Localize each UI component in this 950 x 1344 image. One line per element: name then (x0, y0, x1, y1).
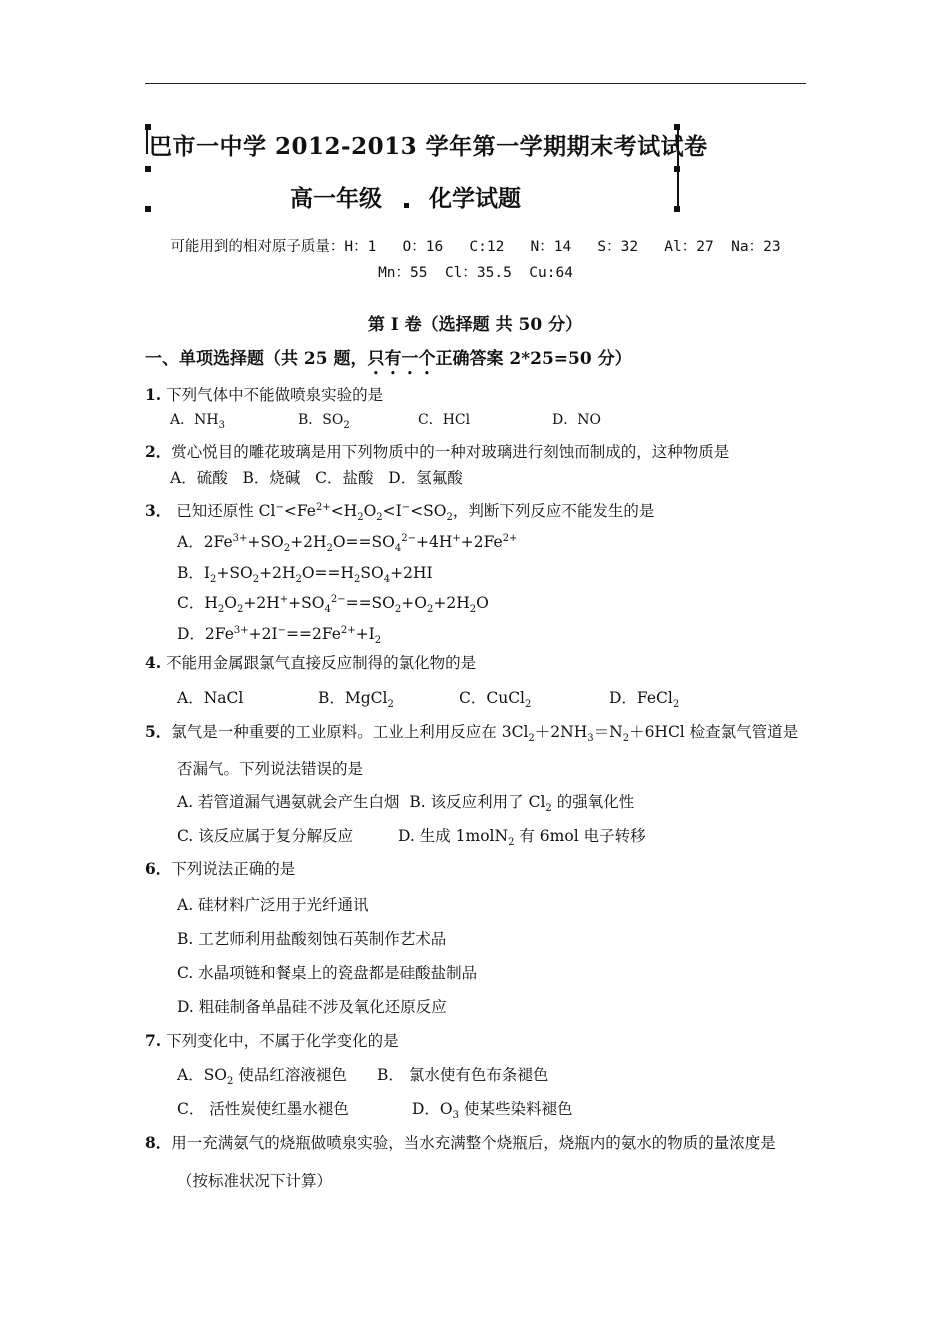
question-6-option-d: D. 粗硅制备单晶硅不涉及氧化还原反应 (177, 998, 447, 1016)
option-text: D．2Fe (177, 625, 234, 643)
option-a: A．NaCl (177, 689, 244, 707)
question-text: <Fe (283, 502, 316, 520)
atomic-mass-line-1: 可能用到的相对原子质量：H：1 O：16 C:12 N：14 S：32 Al：27 Na：23 (170, 239, 781, 255)
option-b (298, 409, 418, 429)
question-6-option-a: A. 硅材料广泛用于光纤通讯 (177, 896, 369, 914)
question-6-option-b: B. 工艺师利用盐酸刻蚀石英制作艺术品 (177, 930, 447, 948)
frame-corner (145, 206, 151, 212)
question-7-options-ab (177, 1063, 549, 1088)
grade-label: 高一年级 (290, 185, 382, 212)
question-3-option-c: C．$H_2O_2+2H^++SO_4^{2-}==SO_2+O_2+2H_2O$ (177, 593, 489, 616)
exam-title: 巴市一中学 2012-2013 学年第一学期期末考试试卷 (149, 133, 708, 160)
option-a (170, 409, 298, 429)
question-text: <SO (410, 502, 447, 520)
question-7-options-cd: C． 活性炭使红墨水褪色 D．$O_3$ 使某些染料褪色 (177, 1097, 572, 1119)
option-b-text: B．MgCl (318, 689, 388, 707)
option-a-text: A．SO (177, 1066, 228, 1084)
option-d-cont: 有 6mol 电子转移 (514, 827, 646, 845)
question-1-stem (145, 383, 383, 405)
question-text: 不能用金属跟氯气直接反应制得的氯化物的是 (161, 654, 477, 672)
section-title (145, 344, 632, 379)
question-2-options: A．硫酸 B．烧碱 C．盐酸 D．氢氟酸 (170, 469, 463, 487)
question-3-option-b: B．$I_2+SO_2+2H_2O==H_2SO_4+2HI$ (177, 564, 433, 586)
question-8-stem (145, 1131, 776, 1153)
question-text: 下列变化中，不属于化学变化的是 (161, 1032, 399, 1050)
question-number: 6． (145, 859, 172, 878)
section-title-part: 正确答案 2*25=50 分） (435, 349, 632, 369)
question-number: 1. (145, 385, 162, 404)
option-b-cont: 的强氧化性 (551, 793, 635, 811)
question-2-stem (145, 440, 729, 462)
option-a-cont: 使品红溶液褪色 (233, 1066, 347, 1084)
question-number: 7. (145, 1031, 162, 1050)
question-text: ＋2NH (534, 723, 588, 741)
volume-title: 第 I 卷（选择题 共 50 分） (367, 315, 583, 335)
question-text: ＋6HCl 检查氯气管道是 (629, 723, 799, 741)
option-a-text: A．NH (170, 412, 219, 428)
option-d-cont: 使某些染料褪色 (459, 1100, 573, 1118)
question-5-stem: 5．氯气是一种重要的工业原料。工业上利用反应在 $3Cl_2+2NH_3=N_2+6HCl$ 检查氯气管道是 (145, 722, 799, 745)
subscript: 2 (446, 512, 453, 524)
question-text: ，判断下列反应不能发生的是 (452, 502, 655, 520)
question-7-stem (145, 1029, 399, 1051)
question-text: 已知还原性 Cl (171, 502, 276, 520)
question-text: <I (382, 502, 402, 520)
question-text: O (363, 502, 377, 520)
question-number: 8． (145, 1133, 172, 1152)
bullet-mark (404, 203, 409, 208)
question-text: 下列说法正确的是 (171, 860, 296, 878)
superscript: − (275, 501, 284, 513)
superscript: − (401, 501, 411, 513)
question-4-options (177, 686, 680, 711)
option-b: B. 该反应利用了 Cl (409, 793, 546, 811)
question-number: 4. (145, 653, 162, 672)
question-3-stem (145, 499, 655, 524)
subscript: 3 (218, 419, 225, 431)
option-a: A．$SO_2$ 使品红溶液褪色 (177, 1066, 347, 1088)
option-d-text: D．FeCl (609, 689, 673, 707)
question-text: <H (330, 502, 358, 520)
question-number: 5． (145, 722, 172, 741)
frame-corner (674, 166, 680, 172)
superscript: 2+ (315, 501, 331, 513)
question-4-stem (145, 651, 476, 673)
option-c: C．HCl (418, 412, 471, 428)
option-c: C. 该反应属于复分解反应 (177, 827, 354, 845)
option-c-text: C．CuCl (459, 689, 526, 707)
option-d: D．NO (552, 412, 601, 428)
question-text: 下列气体中不能做喷泉实验的是 (161, 386, 384, 404)
option-b-text: B．SO (298, 412, 344, 428)
atomic-mass-line-2: Mn：55 Cl：35.5 Cu:64 (378, 265, 573, 281)
subscript: 2 (357, 512, 364, 524)
subscript: 2 (376, 512, 383, 524)
option-d: D. 生成 1molN (398, 827, 509, 845)
question-text: 用一充满氨气的烧瓶做喷泉实验，当水充满整个烧瓶后，烧瓶内的氨水的物质的量浓度是 (171, 1134, 776, 1152)
question-3-option-a: A．$2Fe^{3+}+SO_2+2H_2O==SO_4^{2-}+4H^++2Fe^{2+}$ (177, 532, 518, 555)
subject-label: 化学试题 (429, 185, 521, 212)
option-text: C．H (177, 594, 218, 612)
option-c: C．CuCl$_2$ (459, 689, 532, 711)
question-number: 2． (145, 442, 172, 461)
option-b: B． 氯水使有色布条褪色 (377, 1066, 549, 1084)
question-5-options-ab: A. 若管道漏气遇氨就会产生白烟 B. 该反应利用了 $Cl_2$ 的强氧化性 (177, 793, 635, 815)
option-text: B．I (177, 564, 211, 582)
subscript: 2 (343, 419, 350, 431)
frame-edge (146, 126, 148, 154)
option-d: D．FeCl$_2$ (609, 689, 680, 711)
section-title-emphasis: 只有一个 (367, 349, 436, 369)
frame-corner (145, 166, 151, 172)
question-number: 3． (145, 501, 172, 520)
question-5-stem-cont: 否漏气。下列说法错误的是 (177, 760, 364, 778)
header-rule (145, 83, 806, 84)
question-1-options (170, 409, 601, 429)
question-text: ＝N (593, 723, 623, 741)
question-text: 赏心悦目的雕花玻璃是用下列物质中的一种对玻璃进行刻蚀而制成的，这种物质是 (171, 443, 730, 461)
question-5-options-cd: C. 该反应属于复分解反应 D. 生成 1molN$_2$ 有 6mol 电子转移 (177, 824, 646, 846)
exam-subtitle (290, 180, 521, 213)
section-title-part: 一、单项选择题（共 25 题， (145, 349, 368, 369)
option-b: B．MgCl$_2$ (318, 689, 394, 711)
option-a: A. 若管道漏气遇氨就会产生白烟 (177, 793, 400, 811)
option-d: D．O (412, 1100, 453, 1118)
question-text: 氯气是一种重要的工业原料。工业上利用反应在 3Cl (171, 723, 529, 741)
question-6-stem (145, 857, 295, 879)
question-8-stem-cont: （按标准状况下计算） (177, 1172, 333, 1190)
option-c: C． 活性炭使红墨水褪色 (177, 1100, 349, 1118)
option-text: A．2Fe (177, 533, 233, 551)
question-6-option-c: C. 水晶项链和餐桌上的瓷盘都是硅酸盐制品 (177, 964, 478, 982)
question-3-option-d: D．$2Fe^{3+}+2I^-==2Fe^{2+}+I_2$ (177, 624, 382, 647)
